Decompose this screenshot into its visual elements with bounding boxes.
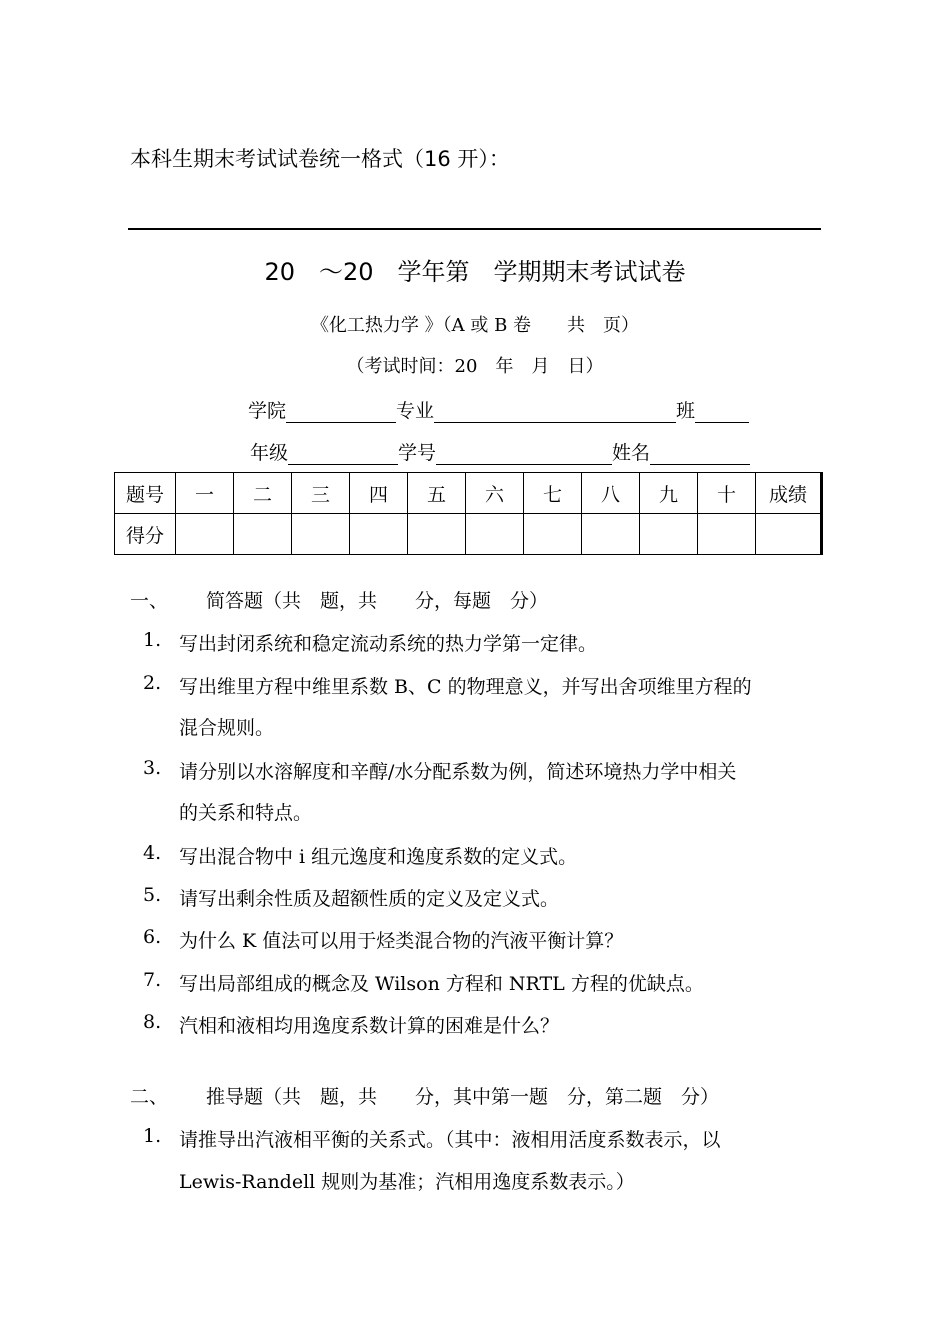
question-text: 写出封闭系统和稳定流动系统的热力学第一定律。: [179, 633, 598, 655]
score-cell[interactable]: [292, 514, 350, 555]
exam-title: 20 ～20 学年第 学期期末考试试卷: [264, 258, 686, 286]
score-table-header-row: [115, 473, 822, 514]
score-cell[interactable]: [582, 514, 640, 555]
question-text: 为什么 K 值法可以用于烃类混合物的汽液平衡计算？: [179, 930, 624, 952]
name-label: 姓名: [612, 442, 651, 464]
info-row-college: [248, 396, 749, 423]
score-cell[interactable]: [698, 514, 756, 555]
question-text: 写出局部组成的概念及 Wilson 方程和 NRTL 方程的优缺点。: [179, 973, 704, 995]
question-text: 请分别以水溶解度和辛醇/水分配系数为例，简述环境热力学中相关: [179, 761, 737, 783]
name-field[interactable]: [650, 442, 750, 465]
exam-time-line: （考试时间：20 年 月 日）: [346, 356, 604, 377]
grade-label: 年级: [250, 442, 289, 464]
table-cell: 九: [640, 473, 698, 514]
score-cell[interactable]: [408, 514, 466, 555]
student-id-field[interactable]: [436, 442, 612, 465]
question-number: 1.: [143, 629, 162, 651]
question-text: 请写出剩余性质及超额性质的定义及定义式。: [179, 888, 560, 910]
question-text: 混合规则。: [179, 717, 275, 739]
question-text: 汽相和液相均用逸度系数计算的困难是什么？: [179, 1015, 560, 1037]
college-label: 学院: [248, 400, 287, 422]
table-cell: 一: [176, 473, 234, 514]
score-table-score-row: [115, 514, 822, 555]
score-cell[interactable]: [756, 514, 822, 555]
score-table: [114, 472, 823, 555]
question-number: 2.: [143, 672, 162, 694]
score-cell[interactable]: [234, 514, 292, 555]
question-number: 3.: [143, 757, 162, 779]
section-2-number: 二、: [130, 1086, 169, 1108]
format-note: 本科生期末考试试卷统一格式（16 开）：: [130, 147, 510, 171]
college-field[interactable]: [286, 400, 396, 423]
table-cell: 八: [582, 473, 640, 514]
question-number: 8.: [143, 1011, 162, 1033]
major-field[interactable]: [434, 400, 676, 423]
question-text: Lewis-Randell 规则为基准；汽相用逸度系数表示。）: [179, 1171, 635, 1193]
table-cell: 得分: [115, 514, 176, 555]
section-1-title: 简答题（共 题，共 分，每题 分）: [206, 590, 549, 612]
class-field[interactable]: [695, 400, 749, 423]
score-cell[interactable]: [466, 514, 524, 555]
question-number: 4.: [143, 842, 162, 864]
score-cell[interactable]: [524, 514, 582, 555]
table-cell: 十: [698, 473, 756, 514]
top-divider: [128, 228, 821, 230]
table-cell: 题号: [115, 473, 176, 514]
question-text: 的关系和特点。: [179, 802, 313, 824]
grade-field[interactable]: [288, 442, 398, 465]
course-line: 《化工热力学 》（A 或 B 卷 共 页）: [310, 315, 640, 336]
info-row-grade: [250, 438, 750, 465]
score-cell[interactable]: [176, 514, 234, 555]
question-number: 1.: [143, 1125, 162, 1147]
table-cell: 六: [466, 473, 524, 514]
question-text: 请推导出汽液相平衡的关系式。（其中：液相用活度系数表示，以: [179, 1129, 721, 1151]
table-cell: 五: [408, 473, 466, 514]
section-1-number: 一、: [130, 590, 169, 612]
question-number: 5.: [143, 884, 162, 906]
student-id-label: 学号: [398, 442, 437, 464]
table-cell: 二: [234, 473, 292, 514]
class-label: 班: [676, 400, 696, 422]
table-cell: 三: [292, 473, 350, 514]
major-label: 专业: [396, 400, 435, 422]
score-cell[interactable]: [350, 514, 408, 555]
table-cell: 四: [350, 473, 408, 514]
table-cell: 七: [524, 473, 582, 514]
table-cell: 成绩: [756, 473, 822, 514]
question-number: 7.: [143, 969, 162, 991]
section-2-title: 推导题（共 题，共 分，其中第一题 分，第二题 分）: [206, 1086, 720, 1108]
question-text: 写出混合物中 i 组元逸度和逸度系数的定义式。: [179, 846, 578, 868]
score-cell[interactable]: [640, 514, 698, 555]
question-text: 写出维里方程中维里系数 B、C 的物理意义，并写出舍项维里方程的: [179, 676, 752, 698]
question-number: 6.: [143, 926, 162, 948]
